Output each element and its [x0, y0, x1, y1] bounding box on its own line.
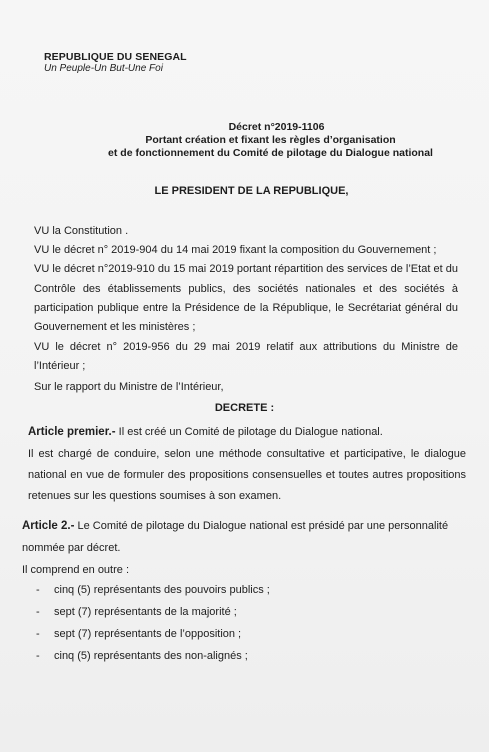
decree-number: Décret n°2019-1106: [228, 121, 325, 133]
article-1-line: Il est chargé de conduire, selon une méthode consultative et participative, le dialogue: [28, 448, 466, 460]
article-2-line: Il comprend en outre :: [22, 564, 130, 576]
article-2-text: Le Comité de pilotage du Dialogue national est présidé par une personnalité: [77, 520, 449, 532]
visa-line: participation publique entre la Présidence de la République, le Secrétariat général du: [34, 302, 458, 314]
president-heading: LE PRESIDENT DE LA REPUBLIQUE,: [154, 185, 349, 197]
visa-line: VU le décret n° 2019-956 du 29 mai 2019 relatif aux attributions du Ministre de: [34, 341, 458, 353]
bullet-dash: -: [36, 606, 40, 618]
visa-line: l’Intérieur ;: [34, 360, 86, 372]
header-motto: Un Peuple-Un But-Une Foi: [44, 63, 163, 74]
bullet-dash: -: [36, 628, 40, 640]
list-item: [36, 628, 241, 640]
list-item-text: cinq (5) représentants des non-alignés ;: [54, 650, 248, 662]
list-item: [36, 650, 248, 662]
article-2-first-line: [22, 519, 448, 533]
article-2-label: Article 2.-: [22, 520, 75, 532]
article-1-first-line: [28, 425, 383, 439]
article-2-line: nommée par décret.: [22, 542, 121, 554]
decrete-heading: DECRETE :: [214, 402, 275, 414]
visa-line: VU le décret n°2019-910 du 15 mai 2019 portant répartition des services de l’Etat et du: [34, 263, 458, 275]
article-1-line: retenues sur les questions soumises à son examen.: [28, 490, 282, 502]
visa-line: Gouvernement et les ministères ;: [34, 321, 196, 333]
visa-line: VU la Constitution .: [34, 225, 129, 237]
decree-title-line-2: et de fonctionnement du Comité de pilotage du Dialogue national: [108, 147, 433, 159]
visa-line: VU le décret n° 2019-904 du 14 mai 2019 fixant la composition du Gouvernement ;: [34, 244, 437, 256]
article-1-text: Il est créé un Comité de pilotage du Dialogue national.: [118, 426, 383, 438]
article-1-line: national en vue de formuler des propositions consensuelles et toutes autres propositions: [28, 469, 466, 481]
list-item: [36, 606, 237, 618]
bullet-dash: -: [36, 650, 40, 662]
visa-line: Sur le rapport du Ministre de l’Intérieur,: [34, 381, 224, 393]
decree-title-line-1: Portant création et fixant les règles d’organisation: [145, 134, 396, 146]
bullet-dash: -: [36, 584, 40, 596]
article-1-label: Article premier.-: [28, 426, 116, 438]
list-item-text: sept (7) représentants de l’opposition ;: [54, 628, 242, 640]
list-item: [36, 584, 270, 596]
visa-line: Contrôle des établissements publics, des sociétés nationales et des sociétés à: [34, 283, 458, 295]
header-country: REPUBLIQUE DU SENEGAL: [44, 51, 187, 63]
list-item-text: cinq (5) représentants des pouvoirs publics ;: [54, 584, 270, 596]
list-item-text: sept (7) représentants de la majorité ;: [54, 606, 237, 618]
